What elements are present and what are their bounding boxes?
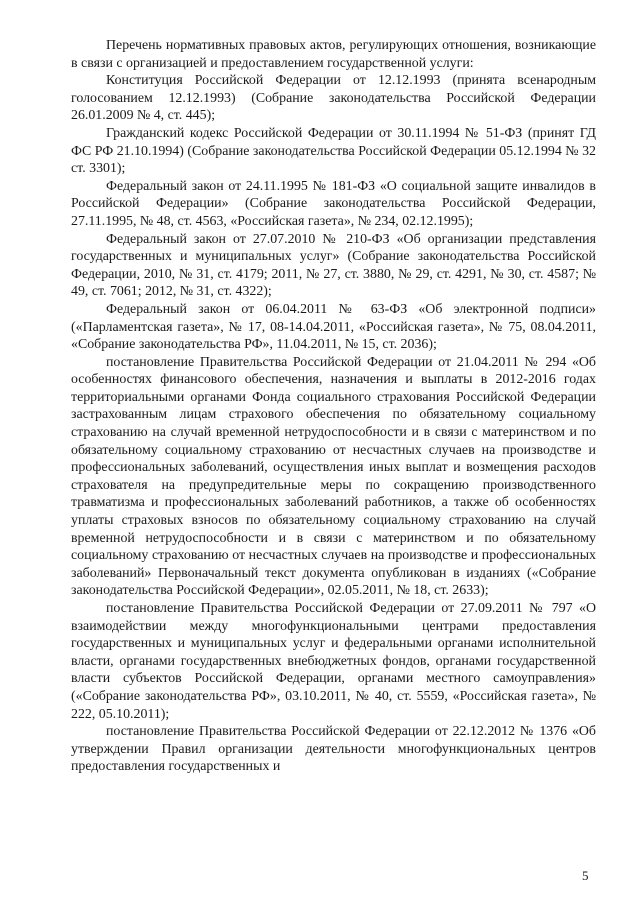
paragraph-resolution-1376: постановление Правительства Российской Федерации от 22.12.2012 № 1376 «Об утверждении Правил организации деятельности многофункциональных центров предоставления государственных и — [71, 724, 596, 775]
paragraph-law-63: Федеральный закон от 06.04.2011 № 63-ФЗ «Об электронной подписи» («Парламентская газета», № 17, 08-14.04.2011, «Российская газета», № 75, 08.04.2011, «Собрание законодательства РФ», 11.04.2011, № 15, ст. 2036); — [71, 301, 596, 353]
paragraph-intro: Перечень нормативных правовых актов, регулирующих отношения, возникающие в связи с организацией и предоставлением государственной услуги: — [71, 38, 596, 71]
paragraph-law-210: Федеральный закон от 27.07.2010 № 210-ФЗ «Об организации представления государственных и муниципальных услуг» (Собрание законодательства Российской Федерации, 2010, № 31, ст. 4179; 2011, № 27, ст. 3880, № 29, ст. 4291, № 30, ст. 4587; № 49, ст. 7061; 2012, № 31, ст. 4322); — [71, 231, 596, 300]
paragraph-constitution: Конституция Российской Федерации от 12.12.1993 (принята всенародным голосованием 12.12.1993) (Собрание законодательства Российской Федерации 26.01.2009 № 4, ст. 445); — [71, 73, 596, 124]
document-body — [71, 37, 596, 776]
paragraph-resolution-294: постановление Правительства Российской Федерации от 21.04.2011 № 294 «Об особенностях финансового обеспечения, назначения и выплаты в 2012-2016 годах территориальными органами Фонда социального страхования Российской Федерации застрахованным лицам страхового обеспечения по обязательному социальному страхованию на случай временной нетрудоспособности и в связи с материнством и по обязательному социальному страхованию от несчастных случаев на производстве и профессиональных заболеваний, осуществления иных выплат и возмещения расходов страхователя на предупредительные меры по сокращению производственного травматизма и профессиональных заболеваний работников, а также об особенностях уплаты страховых взносов по обязательному социальному страхованию на случай временной нетрудоспособности и в связи с материнством и по обязательному социальному страхованию от несчастных случаев на производстве и профессиональных заболеваний» Первоначальный текст документа опубликован в изданиях («Собрание законодательства Российской Федерации», 02.05.2011, № 18, ст. 2633); — [71, 354, 596, 599]
paragraph-resolution-797: постановление Правительства Российской Федерации от 27.09.2011 № 797 «О взаимодействии между многофункциональными центрами предоставления государственных и муниципальных услуг и федеральными органами исполнительной власти, органами государственных внебюджетных фондов, органами государственной власти субъектов Российской Федерации, органами местного самоуправления» («Собрание законодательства РФ», 03.10.2011, № 40, ст. 5559, «Российская газета», № 222, 05.10.2011); — [71, 601, 596, 722]
paragraph-civil-code: Гражданский кодекс Российской Федерации от 30.11.1994 № 51-ФЗ (принят ГД ФС РФ 21.10.1994) (Собрание законодательства Российской Федерации 05.12.1994 № 32 ст. 3301); — [71, 125, 596, 177]
page-number: 5 — [582, 868, 589, 883]
paragraph-law-181: Федеральный закон от 24.11.1995 № 181-ФЗ «О социальной защите инвалидов в Российской Федерации» (Собрание законодательства Российской Федерации, 27.11.1995, № 48, ст. 4563, «Российская газета», № 234, 02.12.1995); — [71, 178, 596, 229]
